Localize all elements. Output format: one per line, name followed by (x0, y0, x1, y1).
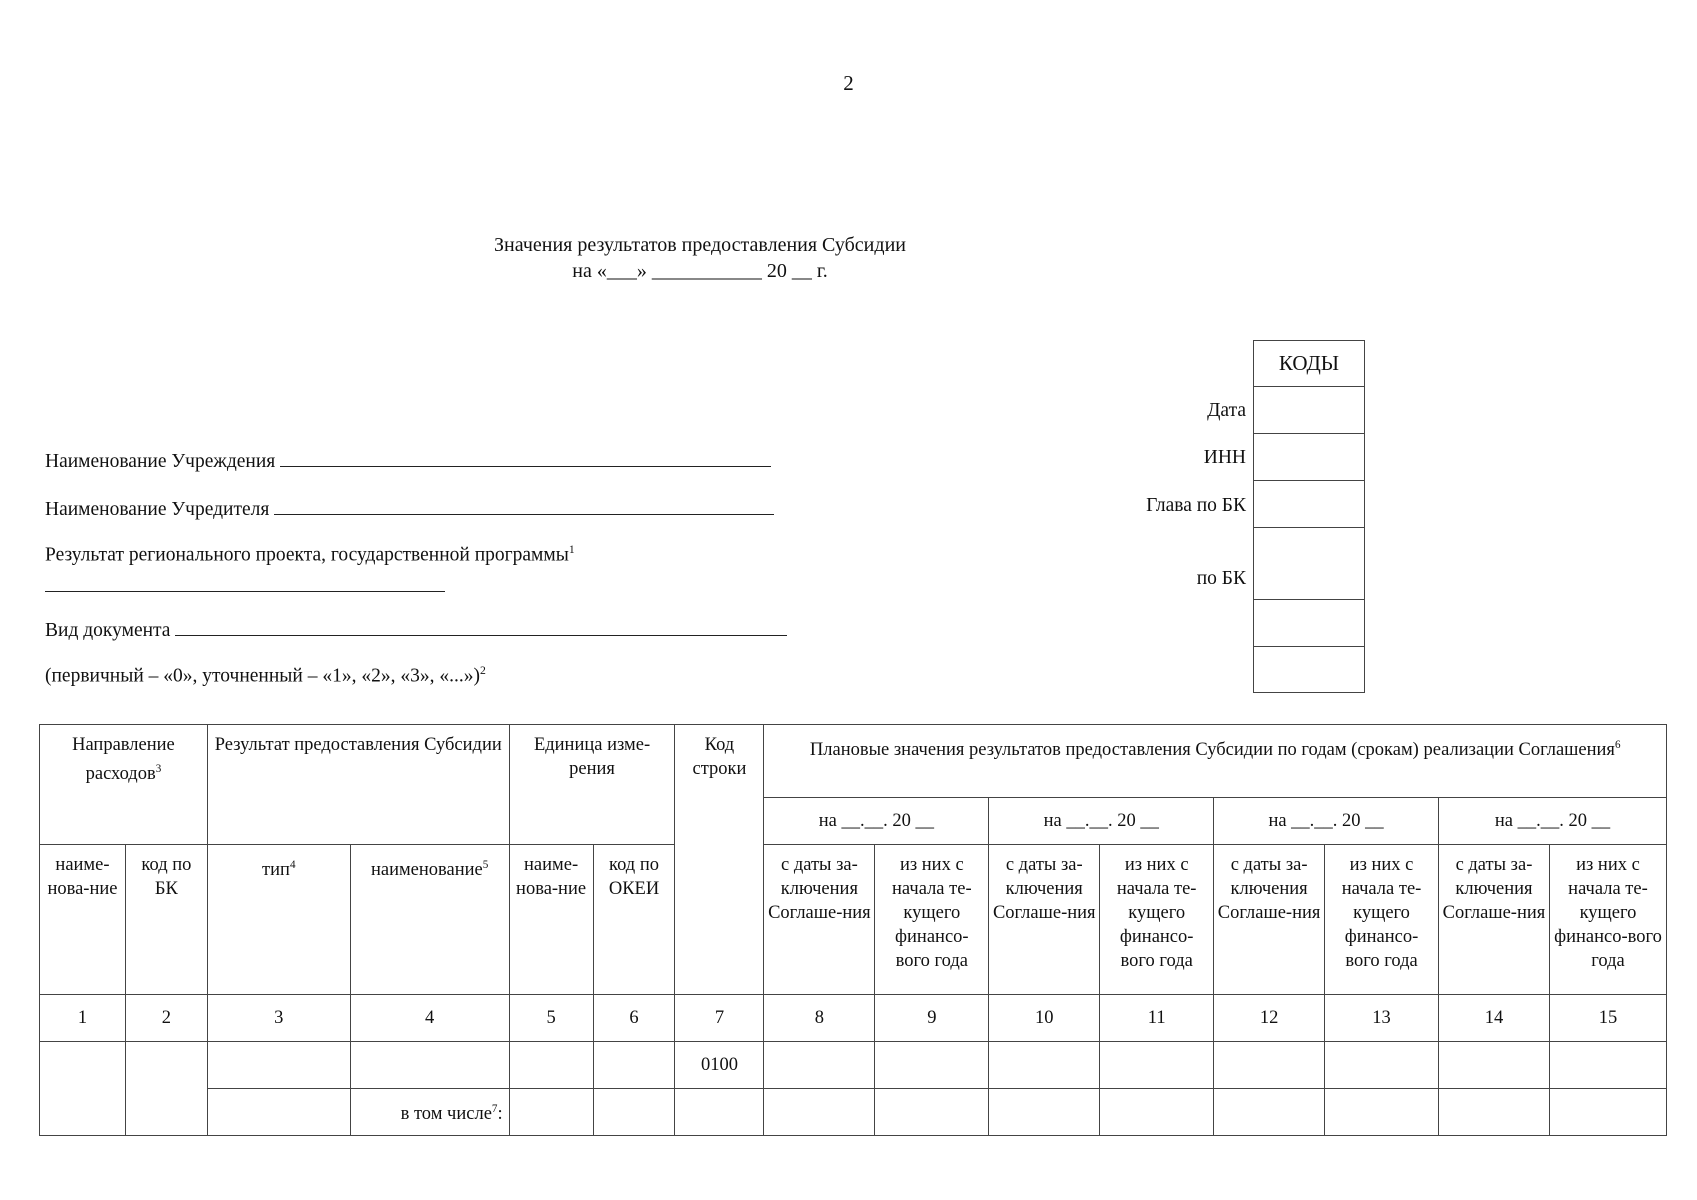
document-title (0, 232, 1400, 284)
col-number: 8 (764, 995, 875, 1042)
sub-from-date-1: с даты за-ключения Соглаше-ния (764, 845, 875, 995)
codes-label-chapter: Глава по БК (1146, 495, 1246, 516)
cell-value[interactable] (1100, 1042, 1214, 1089)
column-numbers-row (40, 995, 1667, 1042)
codes-label-bk: по БК (1196, 568, 1246, 589)
col-number: 9 (875, 995, 989, 1042)
code-extra-cell-2[interactable] (1254, 646, 1364, 692)
founder-input-line[interactable] (274, 496, 774, 515)
sub-direction-name: наиме-нова-ние (40, 845, 126, 995)
cell-unit-name[interactable] (509, 1042, 593, 1089)
founder-field (45, 496, 774, 521)
codes-box (1253, 340, 1365, 693)
cell-value[interactable] (1325, 1042, 1439, 1089)
cell-value[interactable] (764, 1089, 875, 1136)
doc-type-label: Вид документа (45, 620, 171, 641)
cell-value[interactable] (1549, 1042, 1666, 1089)
sub-from-date-3: с даты за-ключения Соглаше-ния (1214, 845, 1325, 995)
founder-label: Наименование Учредителя (45, 499, 270, 520)
col-number: 3 (207, 995, 350, 1042)
sub-bk-code: код по БК (125, 845, 207, 995)
cell-okei[interactable] (593, 1042, 675, 1089)
codes-label-inn: ИНН (1203, 447, 1246, 468)
footnote-1: 1 (568, 543, 575, 556)
cell-value[interactable] (764, 1042, 875, 1089)
data-row-2 (40, 1089, 1667, 1136)
page-number: 2 (843, 71, 854, 95)
cell-value[interactable] (989, 1042, 1100, 1089)
header-row-1 (40, 725, 1667, 798)
sub-okei: код по ОКЕИ (593, 845, 675, 995)
sub-result-name: наименование$^5$ (350, 845, 509, 995)
regional-result-field (45, 543, 575, 567)
col-number: 6 (593, 995, 675, 1042)
institution-field (45, 448, 771, 473)
cell-value[interactable] (875, 1042, 989, 1089)
col-number: 1 (40, 995, 126, 1042)
cell-value[interactable] (1439, 1089, 1550, 1136)
cell-value[interactable] (1439, 1042, 1550, 1089)
cell-result-name[interactable] (350, 1042, 509, 1089)
title-line-1: Значения результатов предоставления Субсидии (494, 234, 906, 256)
period-2: на __.__. 20 __ (989, 798, 1214, 845)
code-extra-cell-1[interactable] (1254, 599, 1364, 646)
cell-result-type[interactable] (207, 1089, 350, 1136)
col-number: 14 (1439, 995, 1550, 1042)
codes-header: КОДЫ (1278, 351, 1340, 375)
cell-value[interactable] (1549, 1089, 1666, 1136)
code-date-cell[interactable] (1254, 386, 1364, 433)
col-number: 10 (989, 995, 1100, 1042)
cell-direction-name[interactable] (40, 1042, 126, 1136)
cell-including: в том числе$^7$: (350, 1089, 509, 1136)
cell-result-type[interactable] (207, 1042, 350, 1089)
cell-value[interactable] (1214, 1089, 1325, 1136)
period-4: на __.__. 20 __ (1439, 798, 1667, 845)
sub-from-date-4: с даты за-ключения Соглаше-ния (1439, 845, 1550, 995)
results-table (39, 724, 1667, 1136)
data-row-1 (40, 1042, 1667, 1089)
period-1: на __.__. 20 __ (764, 798, 989, 845)
col-number: 13 (1325, 995, 1439, 1042)
cell-line-code[interactable] (675, 1089, 764, 1136)
institution-input-line[interactable] (280, 448, 771, 467)
cell-okei[interactable] (593, 1089, 675, 1136)
sub-from-date-2: с даты за-ключения Соглаше-ния (989, 845, 1100, 995)
cell-value[interactable] (875, 1089, 989, 1136)
cell-value[interactable] (1100, 1089, 1214, 1136)
period-3: на __.__. 20 __ (1214, 798, 1439, 845)
sub-from-year-3: из них с начала те-кущего финансо-вого года (1325, 845, 1439, 995)
header-line-code: Код строки (675, 725, 764, 995)
regional-result-label: Результат регионального проекта, государственной программы (45, 544, 569, 566)
code-bk-cell[interactable] (1254, 527, 1364, 599)
header-direction: Направление расходов$^3$ (40, 725, 208, 845)
col-number: 4 (350, 995, 509, 1042)
cell-value[interactable] (989, 1089, 1100, 1136)
footnote-2: 2 (479, 664, 486, 677)
doc-type-field (45, 617, 787, 642)
regional-result-input-line[interactable] (45, 573, 445, 592)
header-result: Результат предоставления Субсидии (207, 725, 509, 845)
header-row-3 (40, 845, 1667, 995)
col-number: 2 (125, 995, 207, 1042)
sub-unit-name: наиме-нова-ние (509, 845, 593, 995)
cell-line-code: 0100 (675, 1042, 764, 1089)
title-line-2: на «___» ___________ 20 __ г. (572, 260, 828, 282)
col-number: 5 (509, 995, 593, 1042)
sub-from-year-4: из них с начала те-кущего финансо-вого года (1549, 845, 1666, 995)
sub-result-type: тип$^4$ (207, 845, 350, 995)
doc-type-input-line[interactable] (175, 617, 787, 636)
col-number: 15 (1549, 995, 1666, 1042)
cell-unit-name[interactable] (509, 1089, 593, 1136)
cell-bk-code[interactable] (125, 1042, 207, 1136)
cell-value[interactable] (1325, 1089, 1439, 1136)
col-number: 11 (1100, 995, 1214, 1042)
sub-from-year-1: из них с начала те-кущего финансо-вого года (875, 845, 989, 995)
codes-label-date: Дата (1207, 400, 1246, 421)
sub-from-year-2: из них с начала те-кущего финансо-вого года (1100, 845, 1214, 995)
header-unit: Единица изме-рения (509, 725, 675, 845)
code-chapter-cell[interactable] (1254, 480, 1364, 527)
col-number: 7 (675, 995, 764, 1042)
header-planned: Плановые значения результатов предоставления Субсидии по годам (срокам) реализации Соглашения$^6$ (764, 725, 1667, 798)
institution-label: Наименование Учреждения (45, 451, 276, 472)
doc-type-note: (первичный – «0», уточненный – «1», «2», «3», «...»)$^2$ (45, 664, 486, 687)
code-inn-cell[interactable] (1254, 433, 1364, 480)
col-number: 12 (1214, 995, 1325, 1042)
cell-value[interactable] (1214, 1042, 1325, 1089)
